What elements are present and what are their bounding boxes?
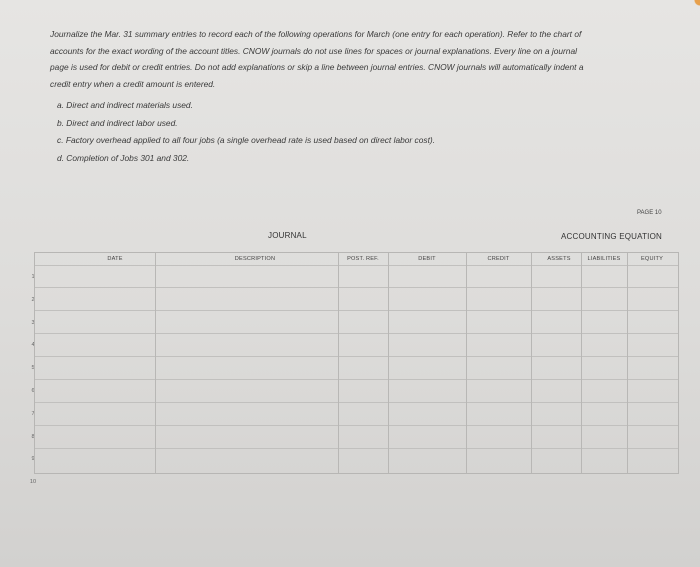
row-number: 1 — [31, 274, 35, 280]
column-divider — [338, 253, 339, 473]
instruction-line: accounts for the exact wording of the account titles. CNOW journals do not use lines for spaces or journal explanations. Every line on a journal — [50, 45, 577, 56]
column-header-debit: DEBIT — [418, 256, 436, 262]
column-divider — [155, 253, 156, 473]
accounting-equation-title: ACCOUNTING EQUATION — [561, 232, 662, 241]
column-divider — [581, 253, 582, 473]
column-divider — [466, 253, 467, 473]
column-header-description: DESCRIPTION — [234, 256, 276, 262]
journal-title: JOURNAL — [268, 231, 307, 240]
row-number: 10 — [29, 479, 37, 486]
row-number: 9 — [31, 456, 35, 463]
column-header-liabilities: LIABILITIES — [587, 256, 621, 262]
row-number: 7 — [31, 410, 35, 417]
row-number: 5 — [31, 365, 35, 372]
column-header-date: DATE — [107, 256, 123, 262]
instruction-line: page is used for debit or credit entries. Do not add explanations or skip a line between journal entries. CNOW journals will automatically indent a — [50, 62, 584, 72]
operation-list — [57, 97, 435, 167]
operation-item-d: d. Completion of Jobs 301 and 302. — [57, 152, 190, 163]
journal-table[interactable] — [34, 252, 679, 474]
row-number: 4 — [31, 342, 35, 349]
column-header-post-ref: POST. REF. — [347, 256, 379, 262]
column-header-credit: CREDIT — [487, 256, 510, 262]
row-number: 8 — [31, 433, 35, 440]
instruction-line: credit entry when a credit amount is entered. — [50, 78, 216, 89]
corner-accent — [688, 0, 700, 12]
instructions-text — [50, 26, 650, 92]
column-divider — [388, 253, 389, 473]
row-number: 3 — [31, 319, 35, 326]
column-divider — [531, 253, 532, 473]
operation-item-c: c. Factory overhead applied to all four jobs (a single overhead rate is used based on direct labor cost). — [57, 135, 436, 145]
row-number: 6 — [31, 387, 35, 394]
operation-item-b: b. Direct and indirect labor used. — [57, 117, 178, 128]
operation-item-a: a. Direct and indirect materials used. — [57, 100, 193, 110]
column-header-assets: ASSETS — [547, 256, 571, 262]
column-header-equity: EQUITY — [640, 256, 664, 262]
column-divider — [627, 253, 628, 473]
instruction-line: Journalize the Mar. 31 summary entries to record each of the following operations for March (one entry for each operation). Refer to the chart of — [50, 29, 582, 39]
page-label: PAGE 10 — [637, 210, 662, 216]
row-number: 2 — [31, 296, 35, 303]
